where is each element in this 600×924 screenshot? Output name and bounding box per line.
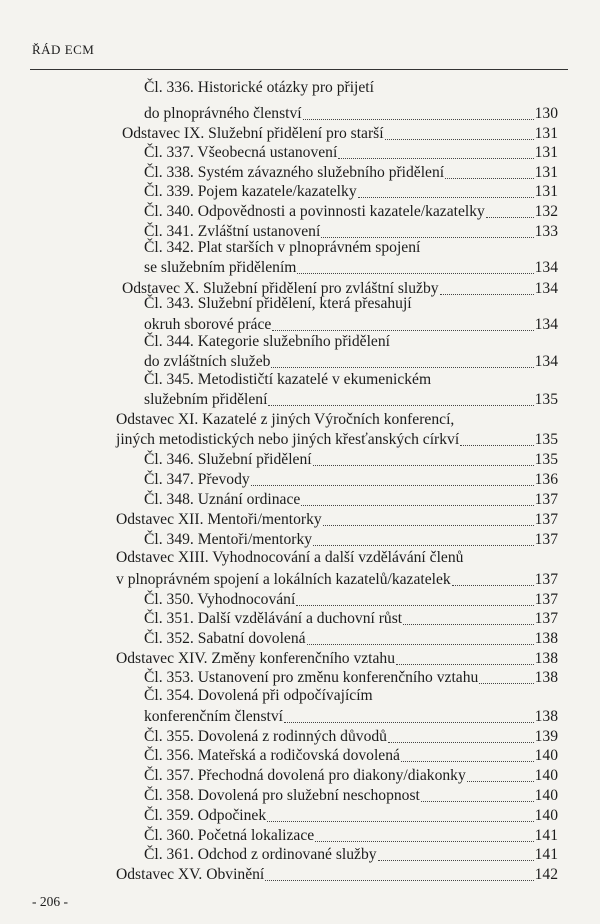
leader-dots: [378, 860, 534, 861]
toc-entry-text: Čl. 345. Metodističtí kazatelé v ekumenickém: [144, 371, 432, 388]
toc-entry-text: Odstavec XII. Mentoři/mentorky: [116, 511, 322, 528]
toc-entry-text: Odstavec X. Služební přidělení pro zvláštní služby: [122, 280, 439, 297]
toc-entry-page: 137: [534, 610, 558, 627]
toc-entry-text: Čl. 355. Dovolená z rodinných důvodů: [144, 728, 387, 745]
toc-entry: [116, 430, 558, 450]
toc-entry: [144, 450, 558, 470]
toc-entry-text: Čl. 342. Plat starších v plnoprávném spojení: [144, 239, 421, 256]
toc-entry: [144, 806, 558, 826]
toc-entry-page: 137: [534, 531, 558, 548]
toc-entry: [144, 332, 558, 352]
toc-entry: [116, 649, 558, 669]
leader-dots: [296, 605, 533, 606]
leader-dots: [452, 585, 534, 586]
toc-entry: [144, 163, 558, 183]
leader-dots: [486, 217, 534, 218]
leader-dots: [265, 880, 533, 881]
toc-entry: [144, 352, 558, 372]
toc-entry-text: Čl. 351. Další vzdělávání a duchovní růst: [144, 610, 403, 627]
toc-entry-page: 130: [534, 105, 558, 122]
toc-entry: [144, 470, 558, 490]
toc-entry-text: Čl. 338. Systém závazného služebního přidělení: [144, 164, 445, 181]
toc-entry: [144, 202, 558, 222]
toc-entry-page: 141: [534, 846, 558, 863]
toc-entry-page: 137: [534, 591, 558, 608]
toc-entry: [144, 294, 558, 314]
toc-entry-text: v plnoprávném spojení a lokálních kazatelů/kazatelek: [116, 571, 451, 588]
toc-entry-page: 131: [534, 183, 558, 200]
toc-entry: [144, 530, 558, 550]
toc-entry-page: 134: [534, 259, 558, 276]
toc-entry-text: Odstavec XIV. Změny konferenčního vztahu: [116, 650, 396, 667]
leader-dots: [251, 485, 534, 486]
leader-dots: [467, 781, 534, 782]
toc-entry-text: Čl. 357. Přechodná dovolená pro diakony/diakonky: [144, 767, 466, 784]
toc-entry-text: jiných metodistických nebo jiných křesťanských církví: [116, 431, 460, 448]
toc-entry: [144, 370, 558, 390]
toc-entry-text: Čl. 359. Odpočinek: [144, 807, 267, 824]
toc-entry: [144, 826, 558, 846]
toc-entry-text: služebním přidělení: [144, 391, 268, 408]
toc-entry-text: Čl. 352. Sabatní dovolená: [144, 630, 306, 647]
leader-dots: [297, 273, 533, 274]
toc-entry-text: okruh sborové práce: [144, 316, 272, 333]
toc-entry-text: Čl. 353. Ustanovení pro změnu konferenčního vztahu: [144, 669, 479, 686]
toc-entry: [144, 629, 558, 649]
toc-entry: [144, 390, 558, 410]
toc-entry-page: 135: [534, 431, 558, 448]
leader-dots: [284, 722, 534, 723]
toc-entry: [144, 609, 558, 629]
toc-entry-text: konferenčním členství: [144, 708, 283, 725]
toc-entry-page: 131: [534, 144, 558, 161]
toc-entry-page: 131: [534, 125, 558, 142]
toc-entry-text: Čl. 344. Kategorie služebního přidělení: [144, 333, 390, 350]
toc-entry: [144, 686, 558, 706]
toc-entry-text: Čl. 350. Vyhodnocování: [144, 591, 296, 608]
toc-entry-page: 140: [534, 767, 558, 784]
toc-entry: [144, 78, 558, 98]
running-header: ŘÁD ECM: [32, 42, 95, 57]
leader-dots: [268, 405, 533, 406]
leader-dots: [460, 445, 533, 446]
leader-dots: [313, 545, 534, 546]
toc-entry-text: Odstavec IX. Služební přidělení pro starší: [122, 125, 384, 142]
toc-entry-text: Čl. 347. Převody: [144, 471, 250, 488]
toc-entry: [144, 766, 558, 786]
toc-entry: [144, 104, 558, 124]
toc-entry-page: 134: [534, 316, 558, 333]
toc-entry-page: 142: [534, 866, 558, 883]
toc-entry-page: 131: [534, 164, 558, 181]
toc-entry-page: 138: [534, 650, 558, 667]
toc-entry-page: 140: [534, 747, 558, 764]
toc-entry-page: 137: [534, 491, 558, 508]
leader-dots: [403, 624, 533, 625]
toc-entry: [144, 707, 558, 727]
toc-entry-page: 139: [534, 728, 558, 745]
toc-entry: [144, 786, 558, 806]
toc-entry-text: Čl. 354. Dovolená při odpočívajícím: [144, 687, 373, 704]
toc-entry-page: 137: [534, 511, 558, 528]
toc-entry-page: 140: [534, 787, 558, 804]
leader-dots: [479, 683, 533, 684]
toc-entry: [144, 238, 558, 258]
leader-dots: [272, 330, 533, 331]
toc-entry-text: Čl. 361. Odchod z ordinované služby: [144, 846, 377, 863]
leader-dots: [338, 158, 533, 159]
leader-dots: [313, 465, 534, 466]
toc-entry-text: Čl. 346. Služební přidělení: [144, 451, 312, 468]
toc-entry-text: Čl. 358. Dovolená pro služební neschopnost: [144, 787, 420, 804]
leader-dots: [396, 664, 534, 665]
toc-entry: [144, 845, 558, 865]
toc-entry-text: Čl. 340. Odpovědnosti a povinnosti kazatele/kazatelky: [144, 203, 485, 220]
leader-dots: [271, 367, 533, 368]
toc-entry: [144, 490, 558, 510]
toc-entry: [144, 182, 558, 202]
toc-entry: [116, 570, 558, 590]
page-number: - 206 -: [32, 894, 68, 909]
leader-dots: [323, 525, 534, 526]
leader-dots: [267, 821, 533, 822]
toc-entry: [116, 865, 558, 885]
toc-entry: [144, 590, 558, 610]
toc-entry-text: Čl. 337. Všeobecná ustanovení: [144, 144, 338, 161]
toc-entry-text: Odstavec XV. Obvinění: [116, 866, 265, 883]
toc-entry-text: Čl. 339. Pojem kazatele/kazatelky: [144, 183, 357, 200]
leader-dots: [401, 761, 534, 762]
leader-dots: [445, 178, 533, 179]
toc-entry-page: 132: [534, 203, 558, 220]
toc-entry: [122, 124, 558, 144]
toc-entry-page: 140: [534, 807, 558, 824]
toc-entry: [144, 668, 558, 688]
toc-entry-text: do plnoprávného členství: [144, 105, 302, 122]
toc-entry-page: 136: [534, 471, 558, 488]
toc-entry: [116, 548, 558, 568]
toc-entry: [116, 410, 558, 430]
toc-entry: [144, 727, 558, 747]
toc-entry: [144, 258, 558, 278]
leader-dots: [315, 841, 533, 842]
leader-dots: [385, 139, 534, 140]
toc-entry-page: 137: [534, 571, 558, 588]
toc-entry: [116, 510, 558, 530]
toc-entry-text: Odstavec XI. Kazatelé z jiných Výročních konferencí,: [116, 411, 455, 428]
leader-dots: [303, 119, 534, 120]
toc-entry-page: 138: [534, 630, 558, 647]
leader-dots: [301, 505, 533, 506]
leader-dots: [307, 644, 534, 645]
leader-dots: [421, 801, 534, 802]
toc-entry-text: Čl. 348. Uznání ordinace: [144, 491, 301, 508]
toc-entry-page: 135: [534, 451, 558, 468]
toc-entry-text: Čl. 343. Služební přidělení, která přesahují: [144, 295, 412, 312]
toc-entry: [144, 143, 558, 163]
leader-dots: [358, 197, 534, 198]
toc-entry-page: 138: [534, 669, 558, 686]
toc-entry-text: Čl. 341. Zvláštní ustanovení: [144, 223, 321, 240]
toc-entry-text: Čl. 356. Mateřská a rodičovská dovolená: [144, 747, 400, 764]
toc-entry-page: 134: [534, 353, 558, 370]
toc-entry: [144, 746, 558, 766]
toc-entry-page: 141: [534, 827, 558, 844]
toc-entry-text: do zvláštních služeb: [144, 353, 271, 370]
toc-entry-text: Čl. 360. Početná lokalizace: [144, 827, 315, 844]
toc-entry-text: se služebním přidělením: [144, 259, 297, 276]
toc-entry-text: Čl. 336. Historické otázky pro přijetí: [144, 79, 374, 96]
toc-entry-page: 133: [534, 223, 558, 240]
toc-entry-text: Odstavec XIII. Vyhodnocování a další vzdělávání členů: [116, 549, 464, 566]
toc-entry-page: 135: [534, 391, 558, 408]
toc-entry-text: Čl. 349. Mentoři/mentorky: [144, 531, 313, 548]
leader-dots: [388, 742, 534, 743]
toc-entry-page: 134: [534, 280, 558, 297]
toc-entry-page: 138: [534, 708, 558, 725]
